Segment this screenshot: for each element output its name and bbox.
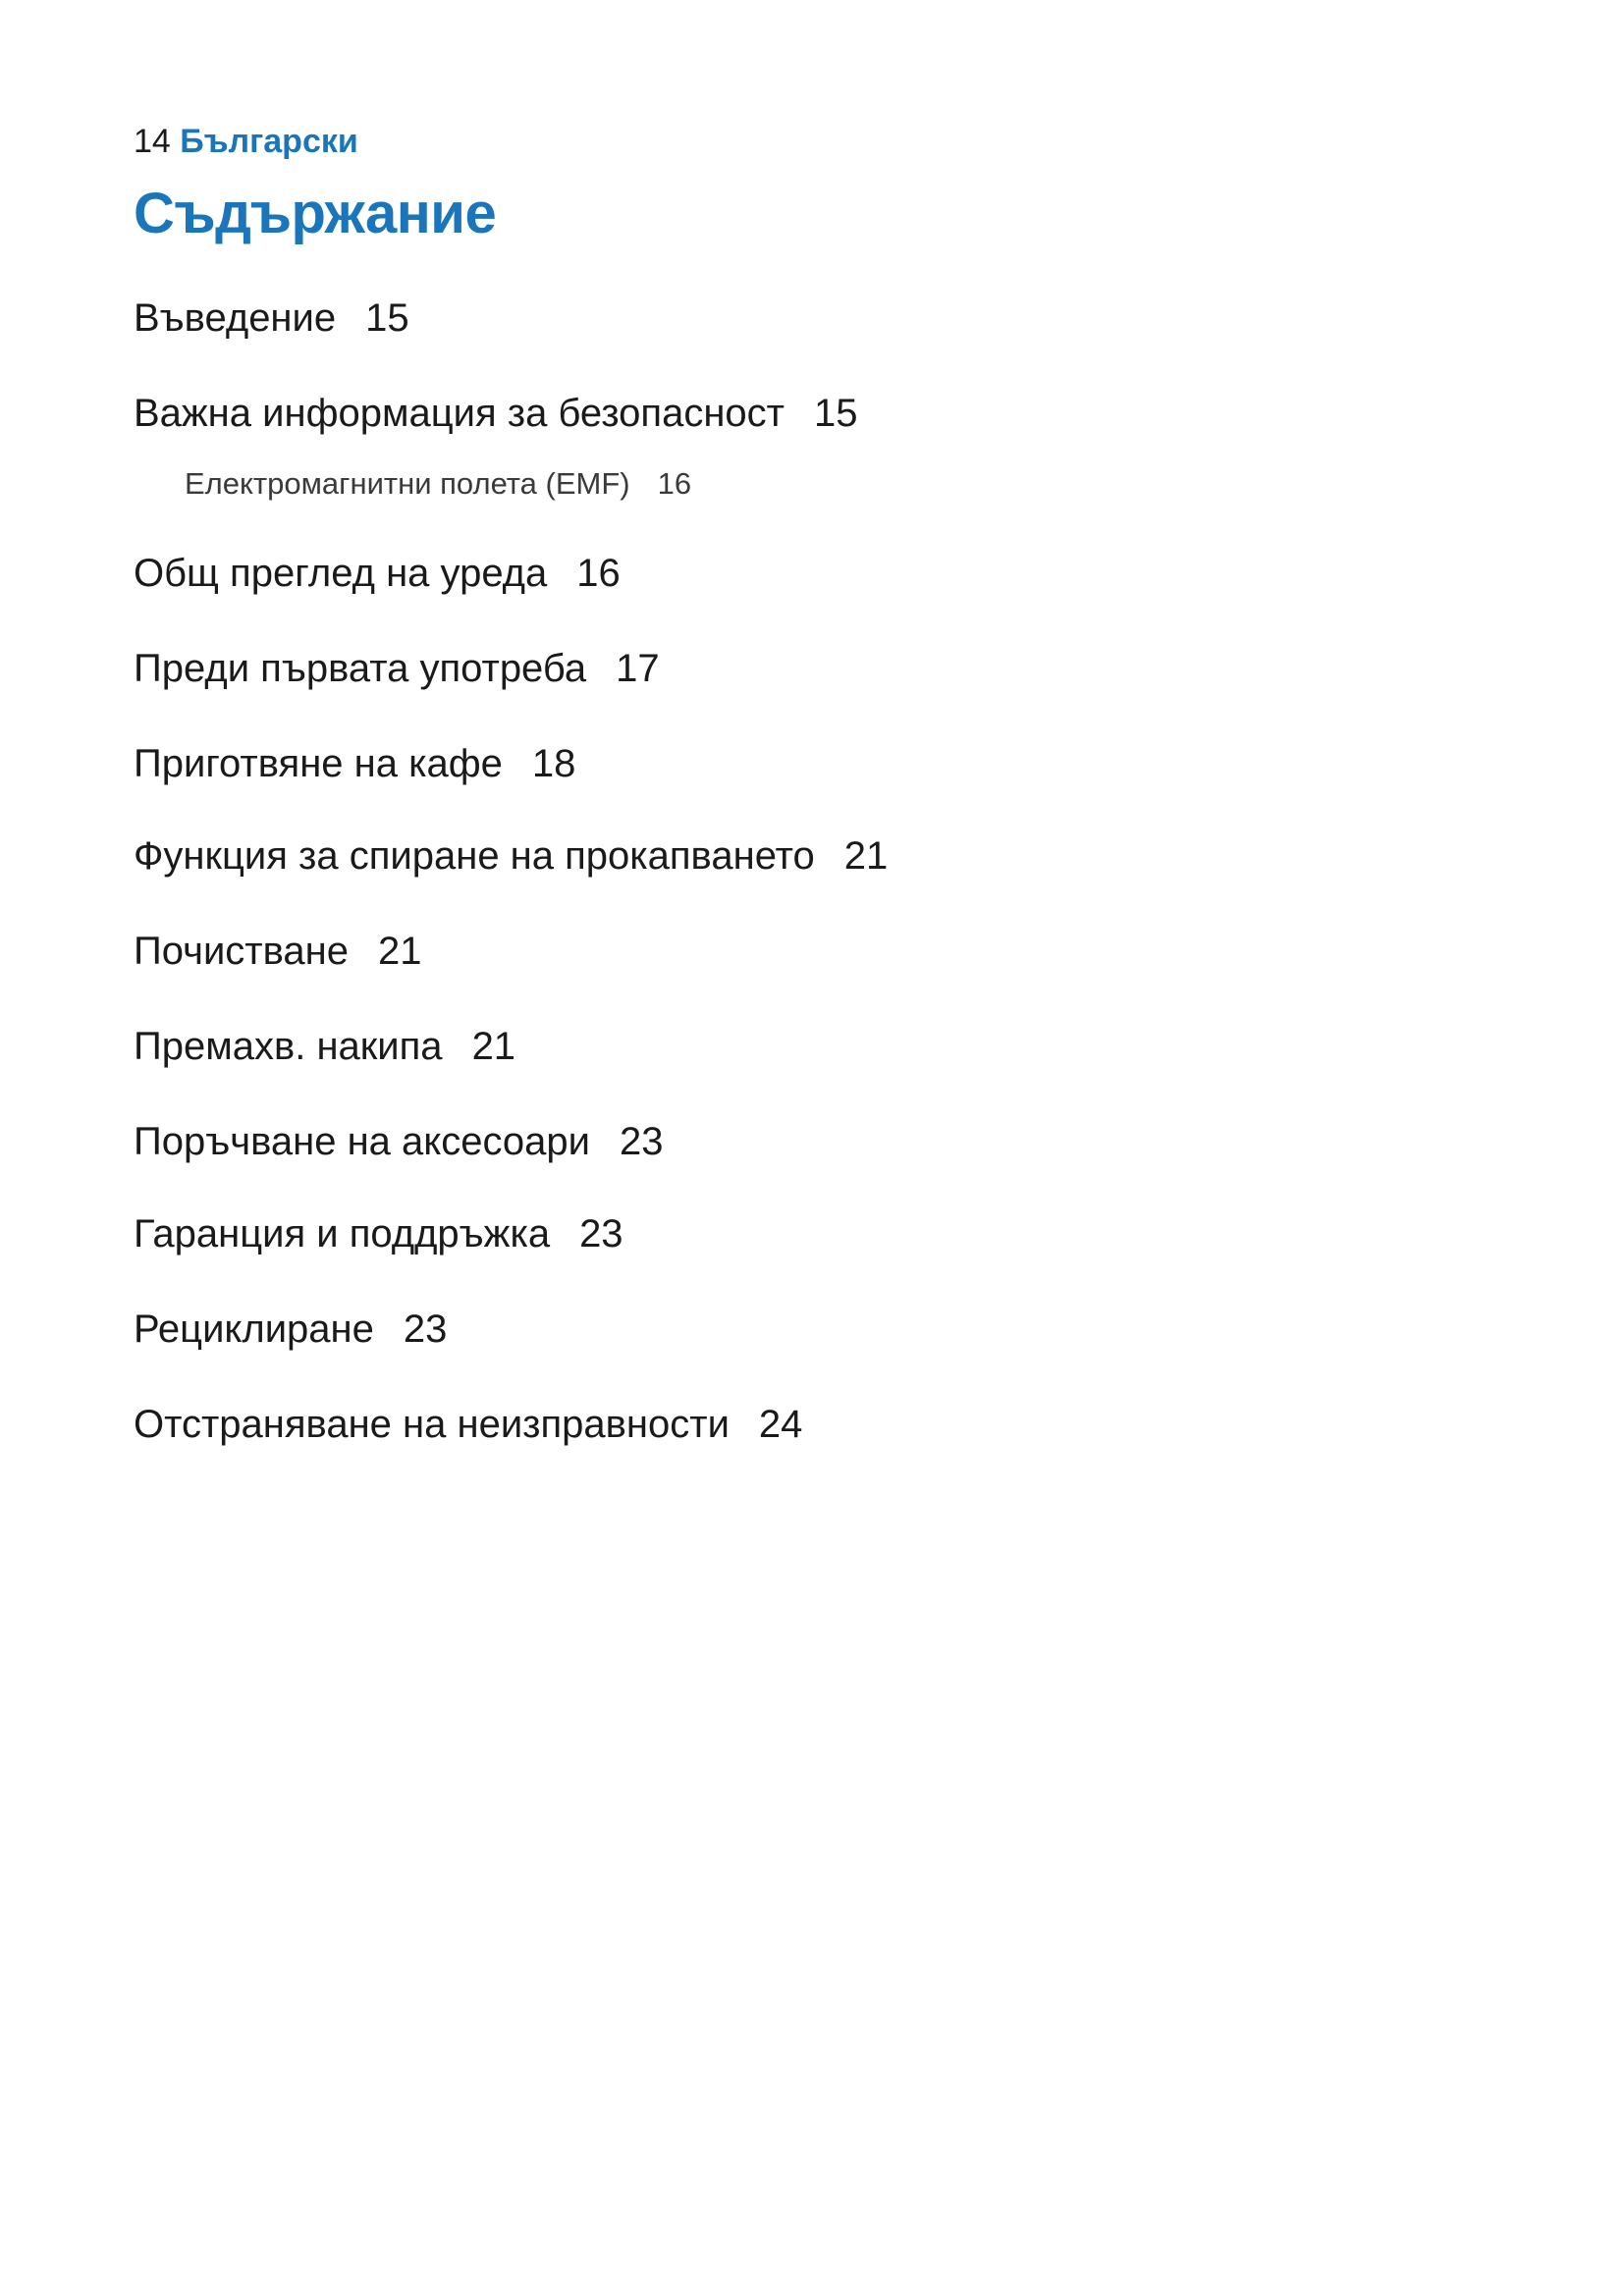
toc-entry[interactable] (134, 928, 422, 975)
toc-entry-page: 15 (365, 296, 409, 340)
toc-entry[interactable] (134, 645, 660, 692)
toc-entry-label: Премахв. накипа (134, 1025, 443, 1068)
page-number: 14 (134, 123, 171, 160)
toc-entry[interactable] (134, 1210, 623, 1257)
toc-entry-page: 18 (531, 742, 576, 785)
toc-entry-label: Функция за спиране на прокапването (134, 834, 815, 878)
toc-entry-page: 16 (576, 552, 621, 595)
toc-entry-page: 21 (843, 834, 889, 878)
toc-entry-label: Въведение (134, 296, 337, 340)
toc-entry-page: 17 (616, 647, 660, 690)
toc-entry[interactable] (134, 1306, 447, 1353)
toc-entry-page: 23 (403, 1308, 448, 1351)
toc-entry-page: 15 (813, 392, 858, 435)
toc-entry-label: Гаранция и поддръжка (134, 1212, 551, 1255)
toc-entry-label: Важна информация за безопасност (134, 392, 785, 435)
toc-entry-label: Поръчване на аксесоари (134, 1120, 590, 1163)
language-label: Български (180, 123, 358, 160)
toc-subentry-label: Електромагнитни полета (EMF) (185, 466, 630, 501)
toc-entry-page: 23 (579, 1212, 623, 1255)
page-header (134, 122, 358, 161)
toc-entry[interactable] (134, 832, 888, 880)
toc-entry-label: Отстраняване на неизправности (134, 1403, 730, 1446)
toc-entry-label: Преди първата употреба (134, 647, 587, 690)
toc-entry-page: 21 (471, 1025, 516, 1068)
toc-entry-label: Рециклиране (134, 1308, 374, 1351)
toc-entry-page: 21 (378, 930, 422, 973)
toc-subentry[interactable] (185, 465, 691, 503)
toc-entry[interactable] (134, 1401, 802, 1448)
toc-entry[interactable] (134, 740, 575, 787)
toc-entry-label: Почистване (134, 930, 350, 973)
toc-entry[interactable] (134, 1118, 664, 1165)
toc-entry[interactable] (134, 550, 621, 597)
toc-entry-page: 23 (620, 1120, 664, 1163)
toc-entry-page: 24 (758, 1403, 803, 1446)
toc-entry[interactable] (134, 390, 857, 437)
toc-entry-label: Общ преглед на уреда (134, 552, 548, 595)
toc-entry-label: Приготвяне на кафе (134, 742, 503, 785)
toc-subentry-page: 16 (657, 466, 692, 501)
page-title: Съдържание (134, 182, 497, 245)
toc-entry[interactable] (134, 294, 409, 342)
toc-entry[interactable] (134, 1023, 515, 1070)
